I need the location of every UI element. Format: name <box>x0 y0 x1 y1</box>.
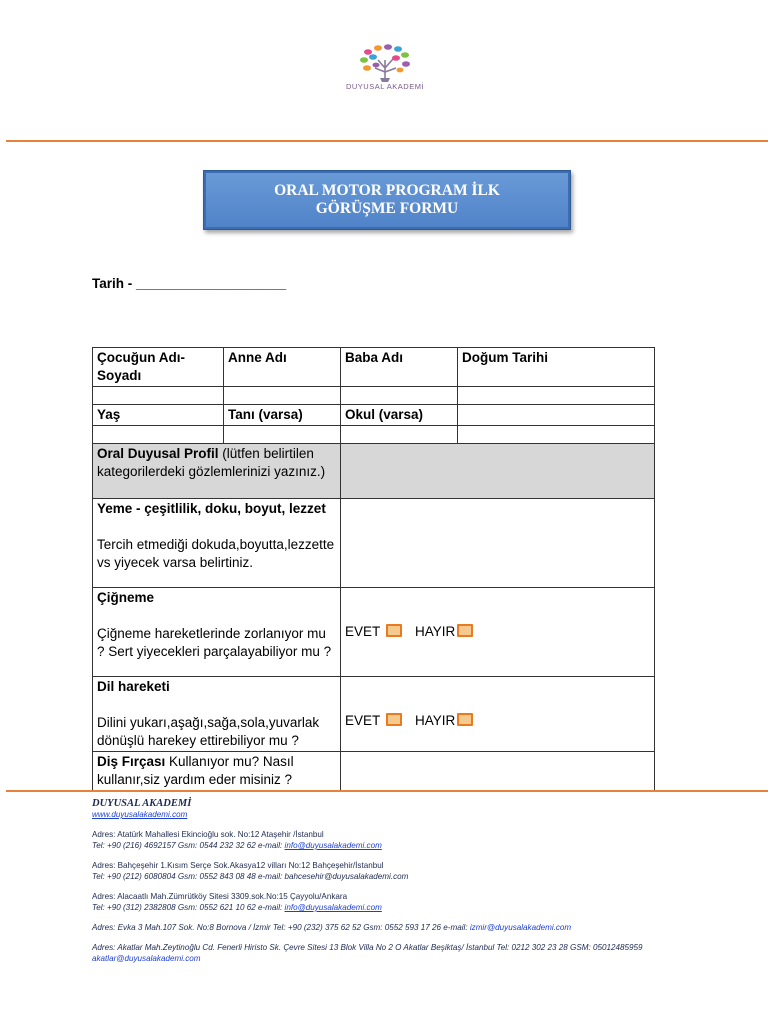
table-header-row <box>93 348 655 387</box>
empty-header-cell <box>458 405 655 426</box>
toothbrush-description: Kullanıyor mu? Nasıl kullanır,siz yardım eder misiniz ? <box>97 754 294 787</box>
table-input-row <box>93 387 655 405</box>
footer-email-1[interactable]: info@duyusalakademi.com <box>284 841 382 850</box>
tongue-question <box>93 677 341 752</box>
footer-email-3[interactable]: info@duyusalakademi.com <box>284 903 382 912</box>
chewing-description: Çiğneme hareketlerinde zorlanıyor mu ? Sert yiyecekleri parçalayabiliyor mu ? <box>97 626 332 659</box>
chewing-no-checkbox[interactable] <box>457 624 473 637</box>
toothbrush-answer-cell[interactable] <box>341 752 655 791</box>
tongue-yes-label: EVET <box>345 713 381 728</box>
profile-title: Oral Duyusal Profil <box>97 446 219 461</box>
header-child-name: Çocuğun Adı-Soyadı <box>93 348 224 387</box>
header-diagnosis: Tanı (varsa) <box>224 405 341 426</box>
form-title-line1: ORAL MOTOR PROGRAM İLK <box>274 182 500 199</box>
footer-phone-1: Tel: +90 (216) 4692157 Gsm: 0544 232 32 62 e-mail: <box>92 841 285 850</box>
table-input-row <box>93 426 655 444</box>
logo-text: DUYUSAL AKADEMİ <box>345 82 425 91</box>
footer-address-5: Adres: Akatlar Mah.Zeytinoğlu Cd. Fenerli Hiristo Sk. Çevre Sitesi 13 Blok Villa No 2 O Akatlar Beşiktaş/ İstanbul Tel: 0212 302 23 28 GSM: 05012485959 <box>92 943 643 952</box>
header-mother-name: Anne Adı <box>224 348 341 387</box>
footer-address-4: Adres: Evka 3 Mah.107 Sok. No:8 Bornova / İzmir Tel: +90 (232) 375 62 52 Gsm: 0552 593 17 26 e-mail: <box>92 923 470 932</box>
chewing-row <box>93 588 655 677</box>
tongue-row <box>93 677 655 752</box>
footer-phone-2: Tel: +90 (212) 6080804 Gsm: 0552 843 08 48 e-mail: <box>92 872 285 881</box>
tongue-answer-cell <box>341 677 655 752</box>
age-cell[interactable] <box>93 426 224 444</box>
father-name-cell[interactable] <box>341 387 458 405</box>
tongue-no-label: HAYIR <box>415 713 456 728</box>
toothbrush-question <box>93 752 341 791</box>
birth-date-cell[interactable] <box>458 387 655 405</box>
footer-email-4[interactable]: izmir@duyusalakademi.com <box>469 923 572 932</box>
toothbrush-row <box>93 752 655 791</box>
eating-row <box>93 499 655 588</box>
header-divider <box>6 140 768 142</box>
header-birth-date: Doğum Tarihi <box>458 348 655 387</box>
footer-email-2[interactable]: bahcesehir@duyusalakademi.com <box>284 872 409 881</box>
tongue-yes-checkbox[interactable] <box>386 713 402 726</box>
header-age: Yaş <box>93 405 224 426</box>
extra-cell[interactable] <box>458 426 655 444</box>
eating-question <box>93 499 341 588</box>
profile-answer-cell <box>341 444 655 499</box>
interview-form-table <box>92 347 655 791</box>
tongue-no-checkbox[interactable] <box>457 713 473 726</box>
header-father-name: Baba Adı <box>341 348 458 387</box>
tongue-description: Dilini yukarı,aşağı,sağa,sola,yuvarlak dönüşlü harekey ettirebiliyor mu ? <box>97 715 320 748</box>
eating-description: Tercih etmediği dokuda,boyutta,lezzette vs yiyecek varsa belirtiniz. <box>97 537 335 570</box>
toothbrush-title: Diş Fırçası <box>97 754 166 769</box>
footer-org-name: DUYUSAL AKADEMİ <box>92 798 192 809</box>
eating-answer-cell[interactable] <box>341 499 655 588</box>
child-name-cell[interactable] <box>93 387 224 405</box>
school-cell[interactable] <box>341 426 458 444</box>
chewing-answer-cell <box>341 588 655 677</box>
chewing-no-label: HAYIR <box>415 624 456 639</box>
footer-divider <box>6 790 768 792</box>
footer-address-1: Adres: Atatürk Mahallesi Ekincioğlu sok. No:12 Ataşehir /İstanbul <box>92 830 324 839</box>
footer-address-3: Adres: Alacaatlı Mah.Zümrütköy Sitesi 3309.sok.No:15 Çayyolu/Ankara <box>92 892 348 901</box>
footer-email-5[interactable]: akatlar@duyusalakademi.com <box>92 954 201 963</box>
form-title-box <box>203 170 571 230</box>
chewing-title: Çiğneme <box>97 590 155 605</box>
profile-row <box>93 444 655 499</box>
tongue-title: Dil hareketi <box>97 679 170 694</box>
date-field[interactable]: Tarih - ____________________ <box>92 276 287 291</box>
profile-note: (lütfen belirtilen kategorilerdeki gözlemlerinizi yazınız.) <box>97 446 326 479</box>
form-title-line2: GÖRÜŞME FORMU <box>315 200 459 217</box>
chewing-question <box>93 588 341 677</box>
footer-phone-3: Tel: +90 (312) 2382808 Gsm: 0552 621 10 62 e-mail: <box>92 903 285 912</box>
diagnosis-cell[interactable] <box>224 426 341 444</box>
chewing-yes-label: EVET <box>345 624 381 639</box>
footer-contact <box>92 798 732 964</box>
mother-name-cell[interactable] <box>224 387 341 405</box>
footer-address-2: Adres: Bahçeşehir 1.Kısım Serçe Sok.Akasya12 vilları No:12 Bahçeşehir/İstanbul <box>92 861 384 870</box>
footer-website-link[interactable]: www.duyusalakademi.com <box>92 810 188 819</box>
chewing-yes-checkbox[interactable] <box>386 624 402 637</box>
header-school: Okul (varsa) <box>341 405 458 426</box>
profile-instructions <box>93 444 341 499</box>
eating-title: Yeme - çeşitlilik, doku, boyut, lezzet <box>97 501 326 516</box>
table-header-row <box>93 405 655 426</box>
